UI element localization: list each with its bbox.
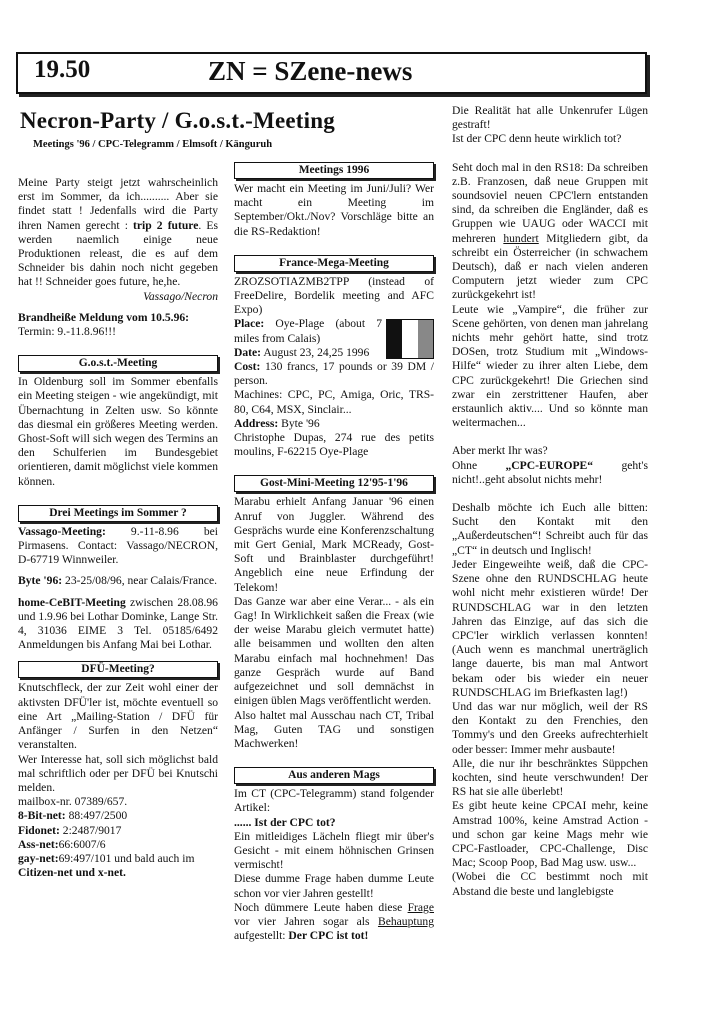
- dfu-meeting-heading: DFÜ-Meeting?: [18, 661, 218, 678]
- article-subline: Meetings '96 / CPC-Telegramm / Elmsoft / Känguruh: [33, 139, 273, 150]
- issue-header: [16, 52, 647, 94]
- column-middle: [234, 160, 434, 943]
- rundschlag-text: Jeder Eingeweihte weiß, daß die CPC-Szene ohne den RUNDSCHLAG heute wohl nicht mehr existieren würde! Der RUNDSCHLAG war in den letzten Jahren das Einzige, auf das sich die CPC'ler wirklich verlassen konnten! (Auch wenn es manchmal unerträglich lange dauerte, bis man mal Antwort bekam oder bis wieder ein neuer RUNDSCHLAG im Briefkasten lag!): [452, 557, 648, 699]
- mailbox-number: mailbox-nr. 07389/657.: [18, 795, 128, 809]
- notice-question: Aber merkt Ihr was?: [452, 444, 548, 458]
- france-address: Address: Byte '96: [234, 416, 320, 430]
- france-address-2: Christophe Dupas, 274 rue des petits moulins, F-62215 Oye-Plage: [234, 431, 434, 459]
- contact-text: Und das war nur möglich, weil der RS den Kontakt zu den Frenchies, den Tommy's und den Greeks aufrechterhielt oder besser: Immer mehr ausbaute!: [452, 699, 648, 756]
- france-cost: Cost: 130 francs, 17 pounds or 39 DM / person.: [234, 360, 434, 388]
- survivors-text: Alle, die nur ihr beschränktes Süppchen kochten, sind heute verschwunden! Der RS hat sie alle überlebt!: [452, 756, 648, 799]
- other-mags-text-2: Ein mitleidiges Lächeln fliegt mir über's Gesicht - mit einem höhnischen Grinsen vermischt!: [234, 829, 434, 872]
- meetings-1996-heading: Meetings 1996: [234, 162, 434, 179]
- meetings-1996-text: Wer macht ein Meeting im Juni/Juli? Wer macht ein Meeting im September/Okt./Nov? Vorschläge bitte an die RS-Redaktion!: [234, 182, 434, 238]
- dfu-text: Knutschfleck, der zur Zeit wohl einer der aktivsten DFÜ'ler ist, möchte eventuell so eine Art „Mailing-Station / DFÜ für Anfänger / Surfen in den Netzen“ veranstalten.: [18, 681, 218, 752]
- france-date: Date: August 23, 24,25 1996: [234, 345, 370, 359]
- rs18-text: Seht doch mal in den RS18: Da schreiben z.B. Franzosen, daß neue Gruppen mit soundsoviel neuen CPC'lern entstanden sind, da schreiben die Engländer, daß es Gruppen wie UAUG oder WACCI mit mehreren hundert Mitgliedern gibt, da schreibt ein Österreicher (in schwachem Deutsch), daß er nach vielen anderen Computern jetzt wieder zum CPC zurückgekehrt ist!: [452, 160, 648, 302]
- party-intro: Meine Party steigt jetzt wahrscheinlich erst im Sommer, da ich.......... Aber sie findet statt ! Jedenfalls wird die Party ihren Namen gerecht : trip 2 future. Es werden naemlich einige neue Produktionen releast, die es auf dem Schneider bis dahin noch nicht gegeben hat !! Schneider goes future, he,he.: [18, 176, 218, 289]
- assnet-line: Ass-net:66:6007/6: [18, 837, 106, 851]
- cpc-europe-text: Ohne „CPC-EUROPE“ geht's nicht!..geht absolut nichts mehr!: [452, 458, 648, 486]
- mags-gone-text: Es gibt heute keine CPCAI mehr, keine Amstrad 100%, keine Amstrad Action - und schon gar keine Mags mehr wie CPC-Fastloader, CPC-Challenge, Disc Mac; Scoop Poop, Bad Mag usw. usw...: [452, 799, 648, 870]
- french-flag-icon: [386, 319, 434, 359]
- page-number: 19.50: [34, 56, 91, 83]
- three-meetings-heading: Drei Meetings im Sommer ?: [18, 505, 218, 522]
- other-mags-heading: Aus anderen Mags: [234, 767, 434, 784]
- gost-mini-heading: Gost-Mini-Meeting 12'95-1'96: [234, 475, 434, 492]
- signature: Vassago/Necron: [143, 289, 218, 303]
- bitnet-line: 8-Bit-net: 88:497/2500: [18, 809, 128, 823]
- vassago-meeting: Vassago-Meeting: 9.-11-8.96 bei Pirmasens. Contact: Vassago/NECRON, D-67719 Winnweiler.: [18, 524, 218, 567]
- dfu-text-2: Wer Interesse hat, soll sich möglichst bald mal schriftlich oder per DFÜ bei Knutschi melden.: [18, 752, 218, 794]
- vampire-text: Leute wie „Vampire“, die früher zur Scene gehörten, von denen man jahrelang nichts mehr gehört hatte, sind trotz DOSen, trotz Studium mit „Windows-Hilfe“ wieder zu ihrer alten Liebe, dem CPC zurückgekehrt! Die Griechen sind zwar ein zerstrittener Haufen, aber erstaunlich aktiv.... Und so könnte man weitermachen...: [452, 302, 648, 430]
- gost-meeting-heading: G.o.s.t.-Meeting: [18, 355, 218, 372]
- reality-text: Die Realität hat alle Unkenrufer Lügen gestraft!: [452, 104, 648, 132]
- article-headline: Necron-Party / G.o.s.t.-Meeting: [20, 108, 335, 133]
- other-mags-text: Im CT (CPC-Telegramm) stand folgender Artikel:: [234, 787, 434, 815]
- france-meeting-heading: France-Mega-Meeting: [234, 255, 434, 272]
- gost-meeting-text: In Oldenburg soll im Sommer ebenfalls ein Meeting steigen - wie angekündigt, mit Übernachtung in Zelten usw. So könnte das diesmal ein größeres Meeting werden. Ghost-Soft will sich wegen des Termins an den Schulferien im Bundesgebiet orientieren, damit möglichst viele kommen können.: [18, 375, 218, 488]
- cebit-meeting: home-CeBIT-Meeting zwischen 28.08.96 und 1.9.96 bei Lothar Dominke, Lange Str. 4, 31036 EIME 3 Tel. 05185/6492 Anmeldungen bis Anfang Mai bei Lothar.: [18, 595, 218, 652]
- france-machines: Machines: CPC, PC, Amiga, Oric, TRS-80, C64, MSX, Sinclair...: [234, 388, 434, 416]
- other-mags-text-4: Noch dümmere Leute haben diese Frage vor vier Jahren sogar als Behauptung aufgestellt: Der CPC ist tot!: [234, 900, 434, 943]
- gaynet-line: gay-net:69:497/101 und bald auch im: [18, 851, 195, 865]
- other-mags-question: ...... Ist der CPC tot?: [234, 815, 336, 829]
- magazine-title: ZN = SZene-news: [208, 56, 413, 86]
- citizen-line: Citizen-net und x-net.: [18, 866, 126, 880]
- cc-text: (Wobei die CC bestimmt noch mit Abstand die beste und langlebigste: [452, 870, 648, 898]
- fidonet-line: Fidonet: 2:2487/9017: [18, 823, 122, 837]
- column-left: [18, 176, 218, 880]
- other-mags-text-3: Diese dumme Frage haben dumme Leute schon vor vier Jahren gestellt!: [234, 872, 434, 900]
- france-meeting-text: ZROZSOTIAZMB2TPP (instead of FreeDelire, Bordelik meeting and AFC Expo): [234, 274, 434, 317]
- france-place: Place: Oye-Plage (about 7 miles from Calais): [234, 317, 434, 345]
- gost-mini-text-2: Das Ganze war aber eine Verar... - als ein Gag! In Wirklichkeit saßen die Freax (wie der weise Marabu gleich vermutet hatte) alle beisammen und wollten den alten Marabu einfach mal hochnehmen! Das ganze Gespräch wurde auf Band aufgezeichnet und soll demnächst in einigen üblen Mags veröffentlicht werden.: [234, 594, 434, 708]
- appeal-text: Deshalb möchte ich Euch alle bitten: Sucht den Kontakt mit den „Außerdeutschen“! Schreibt auch für das „CT“ in deutsch und Inglisch!: [452, 501, 648, 557]
- column-right: [452, 104, 648, 899]
- byte-meeting: Byte '96: 23-25/08/96, near Calais/France.: [18, 574, 217, 588]
- reality-question: Ist der CPC denn heute wirklich tot?: [452, 132, 622, 146]
- hot-news: Brandheiße Meldung vom 10.5.96: Termin: 9.-11.8.96!!!: [18, 310, 190, 339]
- gost-mini-text-3: Also haltet mal Ausschau nach CT, Tribal Mag, Guten TAG und sonstigen Machwerken!: [234, 708, 434, 750]
- gost-mini-text: Marabu erhielt Anfang Januar '96 einen Anruf von Juggler. Während des Gesprächs wurde eine Konferenzschaltung mit Gert Genial, Mark MCReady, Gost-Soft und Brainblaster durchgeführt! Angeblich eine neue Erfindung der Telekom!: [234, 495, 434, 594]
